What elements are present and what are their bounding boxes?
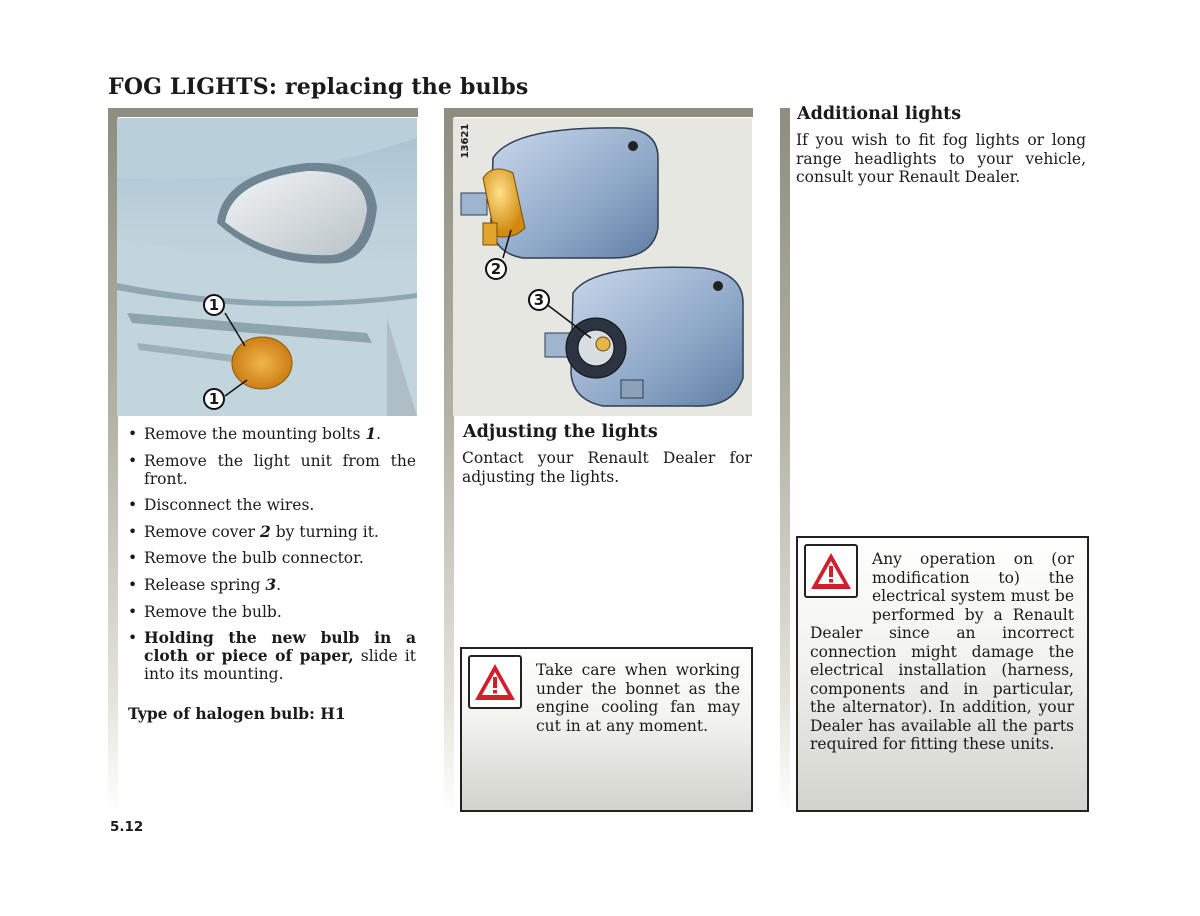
list-item: • Disconnect the wires.: [128, 496, 416, 514]
additional-heading: Additional lights: [797, 104, 962, 124]
list-item: • Remove cover 2 by turning it.: [128, 523, 416, 541]
callout-1-top: 1: [203, 294, 225, 316]
warning-text-electrical: Any operation on (or modification to) the electrical system must be performed by a Renault Dealer since an incorrect connection might damage the electrical installation (harness, components and in particular, the alternator). In addition, your Dealer has available all the parts required for fitting these units.: [810, 550, 1074, 753]
ref-number: 2: [260, 521, 271, 541]
list-item: • Remove the light unit from the front.: [128, 452, 416, 488]
car-front-photo: [117, 118, 417, 416]
callout-2: 2: [485, 258, 507, 280]
callout-1-bottom: 1: [203, 388, 225, 410]
left-column-topbar: [108, 108, 418, 117]
warning-box-fan: [460, 647, 753, 812]
ref-number: 1: [365, 424, 377, 443]
warning-text-fan: Take care when working under the bonnet as the engine cooling fan may cut in at any moment.: [536, 661, 740, 735]
adjusting-heading: Adjusting the lights: [463, 422, 658, 442]
warning-box-electrical: [796, 536, 1089, 812]
fog-light-diagram: [453, 118, 752, 416]
ref-number: 3: [265, 574, 277, 594]
car-front-illustration: [117, 118, 417, 416]
page-title: FOG LIGHTS: replacing the bulbs: [108, 74, 529, 100]
diagram-code: 13621: [460, 123, 471, 159]
list-item: • Remove the bulb connector.: [128, 549, 416, 567]
middle-column-topbar: [444, 108, 753, 117]
adjusting-body: Contact your Renault Dealer for adjusting the lights.: [462, 449, 752, 486]
warning-triangle-icon: [468, 655, 522, 709]
procedure-list: [128, 425, 416, 692]
bulb-type: Type of halogen bulb: H1: [128, 704, 346, 723]
list-item: • Release spring 3.: [128, 576, 416, 594]
list-item: • Remove the mounting bolts 1.: [128, 425, 416, 443]
right-column-bar: [780, 108, 790, 813]
callout-3: 3: [528, 289, 550, 311]
page-number: 5.12: [110, 819, 144, 835]
additional-body: If you wish to fit fog lights or long range headlights to your vehicle, consult your Renault Dealer.: [796, 131, 1086, 186]
list-item: • Holding the new bulb in a cloth or piece of paper, slide it into its mounting.: [128, 629, 416, 683]
list-item: • Remove the bulb.: [128, 603, 416, 621]
